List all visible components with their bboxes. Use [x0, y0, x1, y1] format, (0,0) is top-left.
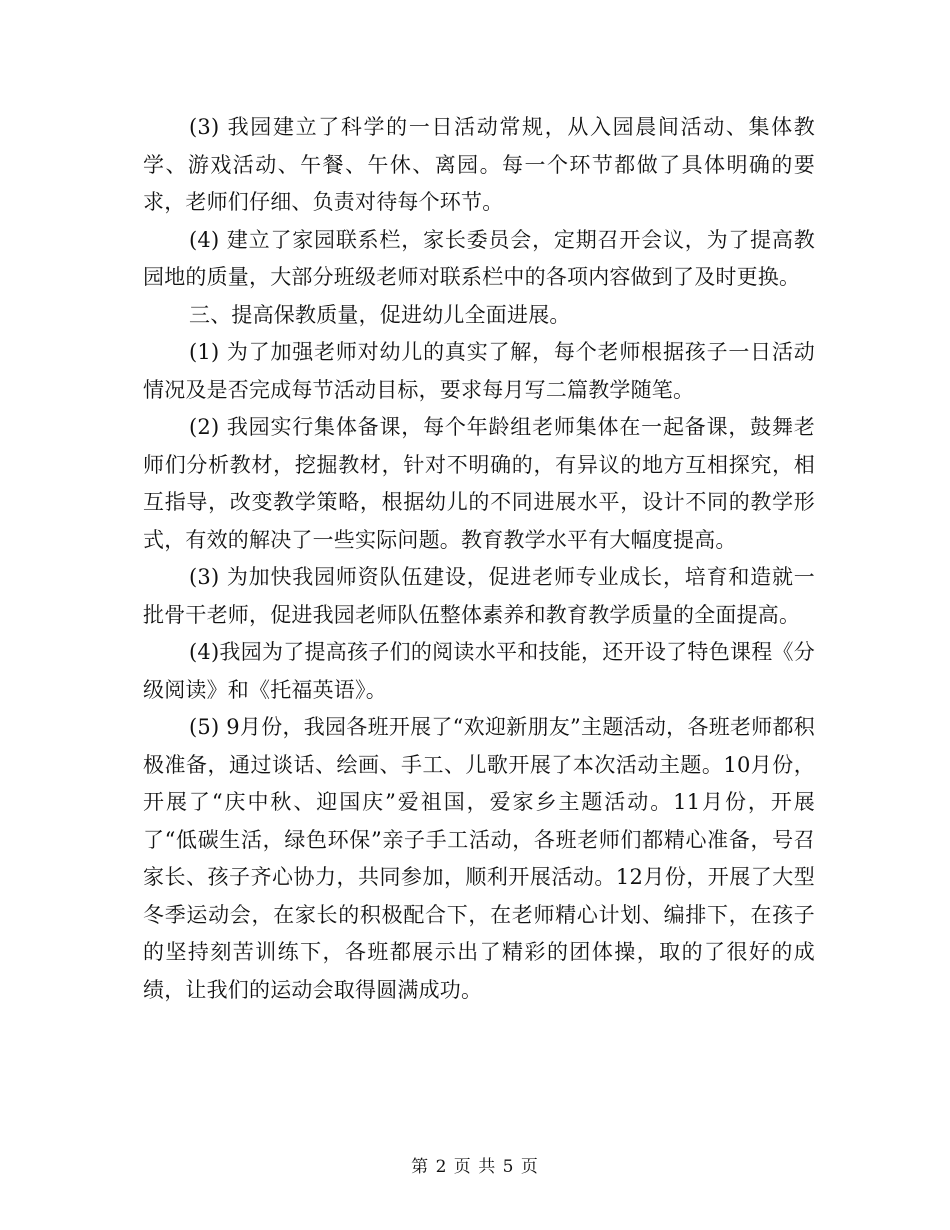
- paragraph-collective-lesson-prep: (2) 我园实行集体备课，每个年龄组老师集体在一起备课，鼓舞老师们分析教材，挖掘教材，针对不明确的，有异议的地方互相探究，相互指导，改变教学策略，根据幼儿的不同进展水平，设计不同的教学形式，有效的解决了一些实际问题。教育教学水平有大幅度提高。: [143, 415, 815, 552]
- paragraph-teaching-notes: (1) 为了加强老师对幼儿的真实了解，每个老师根据孩子一日活动情况及是否完成每节活动目标，要求每月写二篇教学随笔。: [143, 340, 815, 402]
- paragraph-featured-courses: (4)我园为了提高孩子们的阅读水平和技能，还开设了特色课程《分级阅读》和《托福英语》。: [143, 640, 815, 702]
- document-body: [143, 109, 815, 1009]
- paragraph-parent-contact-board: (4) 建立了家园联系栏，家长委员会，定期召开会议，为了提高教园地的质量，大部分班级老师对联系栏中的各项内容做到了及时更换。: [143, 227, 815, 289]
- section-heading-quality: 三、提高保教质量，促进幼儿全面进展。: [189, 302, 571, 327]
- paragraph-monthly-activities: (5) 9月份，我园各班开展了“欢迎新朋友”主题活动，各班老师都积极准备，通过谈话、绘画、手工、儿歌开展了本次活动主题。10月份，开展了“庆中秋、迎国庆”爱祖国，爱家乡主题活动。11月份，开展了“低碳生活，绿色环保”亲子手工活动，各班老师们都精心准备，号召家长、孩子齐心协力，共同参加，顺利开展活动。12月份，开展了大型冬季运动会，在家长的积极配合下，在老师精心计划、编排下，在孩子的坚持刻苦训练下，各班都展示出了精彩的团体操，取的了很好的成绩，让我们的运动会取得圆满成功。: [143, 715, 815, 1002]
- page-footer: 第 2 页 共 5 页: [411, 1157, 539, 1177]
- paragraph-kindergarten-routine: (3) 我园建立了科学的一日活动常规，从入园晨间活动、集体教学、游戏活动、午餐、午休、离园。每一个环节都做了具体明确的要求，老师们仔细、负责对待每个环节。: [143, 115, 815, 214]
- paragraph-teacher-development: (3) 为加快我园师资队伍建设，促进老师专业成长，培育和造就一批骨干老师，促进我园老师队伍整体素养和教育教学质量的全面提高。: [143, 565, 815, 627]
